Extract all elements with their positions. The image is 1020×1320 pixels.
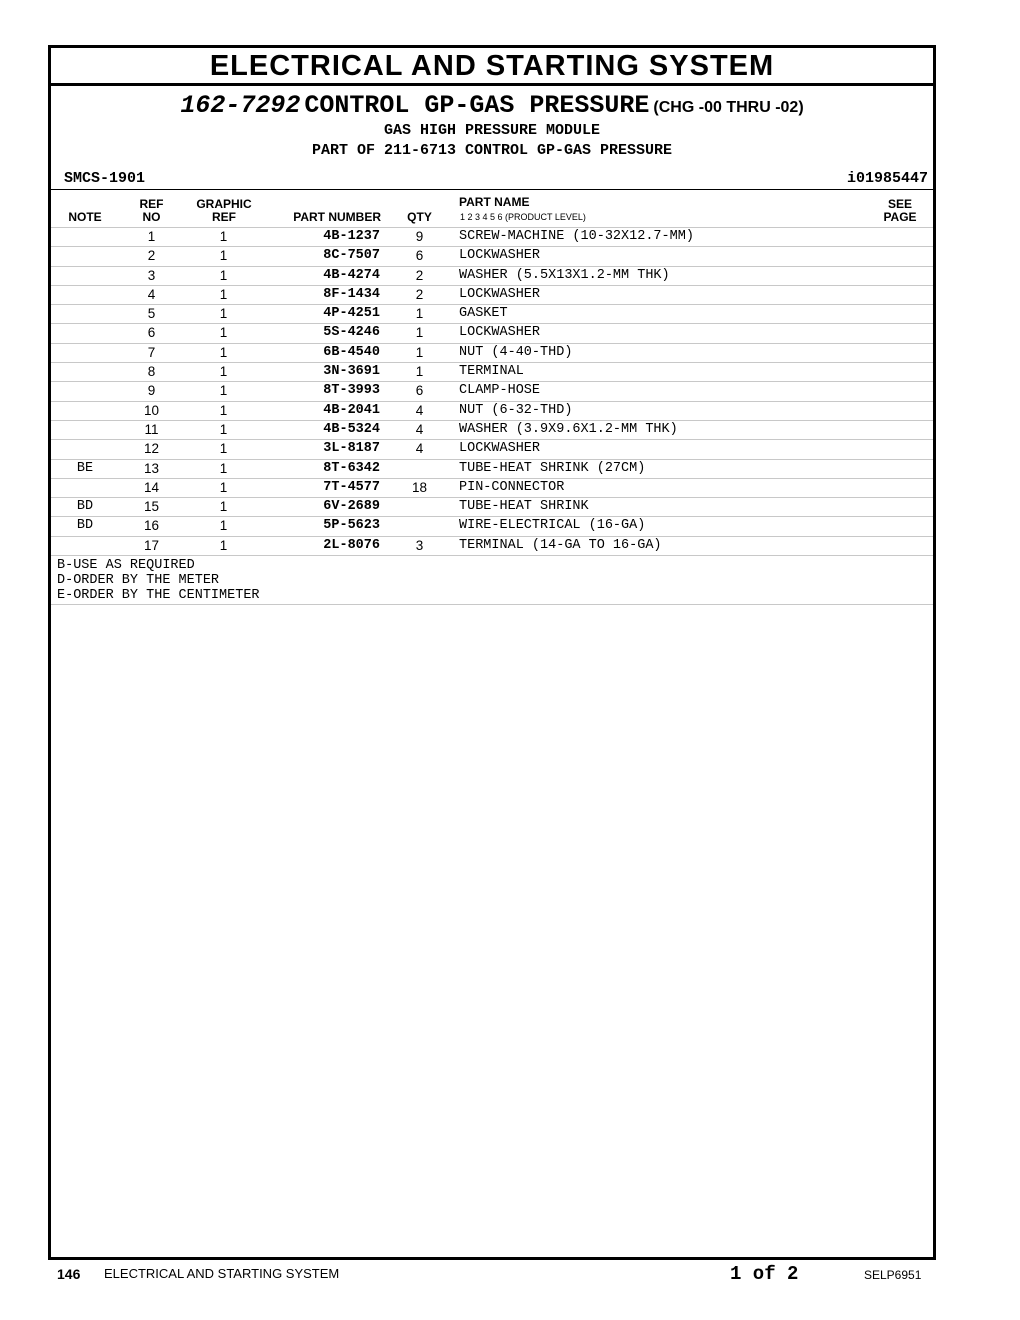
part-number-cell: 2L-8076 bbox=[323, 537, 380, 553]
table-row bbox=[51, 285, 933, 304]
graphic-ref-cell: 1 bbox=[219, 267, 228, 283]
product-level-legend: 1 2 3 4 5 6 (PRODUCT LEVEL) bbox=[460, 212, 586, 222]
table-row bbox=[51, 227, 933, 246]
part-number-cell: 6B-4540 bbox=[323, 344, 380, 360]
part-number-cell: 3L-8187 bbox=[323, 441, 380, 457]
part-number-cell: 3N-3691 bbox=[323, 364, 380, 380]
part-name-cell: PIN-CONNECTOR bbox=[459, 479, 565, 495]
graphic-ref-cell: 1 bbox=[219, 421, 228, 437]
system-title: ELECTRICAL AND STARTING SYSTEM bbox=[51, 50, 933, 86]
table-row bbox=[51, 381, 933, 400]
part-name-cell: TUBE-HEAT SHRINK bbox=[459, 499, 589, 515]
col-header-part-name: PART NAME bbox=[459, 195, 530, 209]
ref-no-cell: 10 bbox=[143, 402, 160, 418]
graphic-ref-cell: 1 bbox=[219, 441, 228, 457]
table-row bbox=[51, 304, 933, 323]
part-name-cell: LOCKWASHER bbox=[459, 441, 541, 457]
ref-no-cell: 13 bbox=[143, 460, 160, 476]
note-cell: BD bbox=[76, 499, 94, 515]
graphic-ref-cell: 1 bbox=[219, 229, 228, 244]
table-row bbox=[51, 536, 933, 555]
graphic-ref-cell: 1 bbox=[219, 344, 228, 360]
footer-section: ELECTRICAL AND STARTING SYSTEM bbox=[104, 1266, 340, 1281]
ref-no-cell: 2 bbox=[147, 248, 156, 264]
table-row bbox=[51, 497, 933, 516]
qty-cell: 6 bbox=[415, 383, 424, 399]
part-name-cell: WIRE-ELECTRICAL (16-GA) bbox=[459, 518, 646, 534]
page-of: 1 of 2 bbox=[730, 1263, 799, 1285]
header-rule bbox=[51, 189, 933, 190]
part-name-cell: GASKET bbox=[459, 306, 508, 322]
table-row bbox=[51, 362, 933, 381]
ref-no-cell: 16 bbox=[143, 518, 160, 534]
qty-cell: 1 bbox=[415, 325, 424, 341]
qty-cell: 4 bbox=[415, 441, 424, 457]
part-name-cell: SCREW-MACHINE (10-32X12.7-MM) bbox=[459, 229, 694, 244]
ref-no-cell: 17 bbox=[143, 537, 160, 553]
col-header-ref-no: REF NO bbox=[139, 197, 164, 224]
ref-no-cell: 4 bbox=[147, 286, 156, 302]
part-number-cell: 4P-4251 bbox=[323, 306, 380, 322]
table-row bbox=[51, 343, 933, 362]
ref-no-cell: 9 bbox=[147, 383, 156, 399]
parts-table bbox=[51, 227, 933, 605]
graphic-ref-cell: 1 bbox=[219, 306, 228, 322]
doc-code: SELP6951 bbox=[864, 1268, 922, 1282]
part-number-cell: 5P-5623 bbox=[323, 518, 380, 534]
table-row bbox=[51, 266, 933, 285]
table-row bbox=[51, 401, 933, 420]
part-number-cell: 8F-1434 bbox=[323, 286, 380, 302]
ref-no-cell: 7 bbox=[147, 344, 156, 360]
page-frame bbox=[48, 45, 936, 1260]
illustration-id: i01985447 bbox=[846, 170, 928, 187]
graphic-ref-cell: 1 bbox=[219, 402, 228, 418]
group-parent: PART OF 211-6713 CONTROL GP-GAS PRESSURE bbox=[311, 142, 673, 159]
part-name-cell: LOCKWASHER bbox=[459, 286, 541, 302]
part-number-cell: 4B-4274 bbox=[323, 267, 380, 283]
smcs-code: SMCS-1901 bbox=[64, 170, 146, 187]
graphic-ref-cell: 1 bbox=[219, 286, 228, 302]
note-line: E-ORDER BY THE CENTIMETER bbox=[57, 588, 260, 604]
table-row bbox=[51, 420, 933, 439]
group-number: 162-7292 bbox=[180, 91, 301, 120]
ref-no-cell: 11 bbox=[144, 421, 159, 437]
part-number-cell: 4B-5324 bbox=[323, 421, 380, 437]
col-header-see-page: SEE PAGE bbox=[883, 197, 917, 224]
part-name-cell: NUT (6-32-THD) bbox=[459, 402, 573, 418]
qty-cell: 9 bbox=[415, 229, 424, 244]
graphic-ref-cell: 1 bbox=[219, 460, 228, 476]
qty-cell: 1 bbox=[415, 306, 424, 322]
group-name: CONTROL GP-GAS PRESSURE bbox=[304, 91, 650, 120]
note-cell: BE bbox=[76, 460, 94, 476]
graphic-ref-cell: 1 bbox=[219, 518, 228, 534]
ref-no-cell: 6 bbox=[147, 325, 156, 341]
graphic-ref-cell: 1 bbox=[219, 325, 228, 341]
page-number: 146 bbox=[57, 1266, 81, 1282]
qty-cell: 4 bbox=[415, 402, 424, 418]
graphic-ref-cell: 1 bbox=[219, 537, 228, 553]
qty-cell: 1 bbox=[415, 364, 424, 380]
part-name-cell: NUT (4-40-THD) bbox=[459, 344, 573, 360]
col-header-graphic-ref: GRAPHIC REF bbox=[196, 197, 252, 224]
part-number-cell: 7T-4577 bbox=[323, 479, 380, 495]
part-number-cell: 5S-4246 bbox=[323, 325, 380, 341]
qty-cell: 2 bbox=[415, 286, 424, 302]
col-header-note: NOTE bbox=[68, 210, 102, 224]
ref-no-cell: 12 bbox=[143, 441, 160, 457]
group-change-range: (CHG -00 THRU -02) bbox=[653, 99, 804, 116]
notes-block bbox=[51, 555, 933, 605]
qty-cell: 3 bbox=[415, 537, 424, 553]
part-name-cell: CLAMP-HOSE bbox=[459, 383, 541, 399]
table-row bbox=[51, 516, 933, 535]
col-header-part-number: PART NUMBER bbox=[293, 210, 381, 224]
part-number-cell: 8T-3993 bbox=[323, 383, 380, 399]
part-name-cell: TERMINAL (14-GA TO 16-GA) bbox=[459, 537, 662, 553]
graphic-ref-cell: 1 bbox=[219, 499, 228, 515]
part-name-cell: WASHER (5.5X13X1.2-MM THK) bbox=[459, 267, 670, 283]
note-line: B-USE AS REQUIRED bbox=[57, 558, 195, 574]
ref-no-cell: 3 bbox=[147, 267, 156, 283]
qty-cell: 6 bbox=[415, 248, 424, 264]
part-number-cell: 8C-7507 bbox=[323, 248, 380, 264]
ref-no-cell: 8 bbox=[147, 364, 156, 380]
part-number-cell: 4B-2041 bbox=[323, 402, 380, 418]
qty-cell: 18 bbox=[411, 479, 428, 495]
table-row bbox=[51, 478, 933, 497]
qty-cell: 2 bbox=[415, 267, 424, 283]
group-subtitle: GAS HIGH PRESSURE MODULE bbox=[383, 122, 601, 139]
part-name-cell: LOCKWASHER bbox=[459, 325, 541, 341]
ref-no-cell: 5 bbox=[147, 306, 156, 322]
graphic-ref-cell: 1 bbox=[219, 383, 228, 399]
part-name-cell: WASHER (3.9X9.6X1.2-MM THK) bbox=[459, 421, 678, 437]
part-name-cell: TUBE-HEAT SHRINK (27CM) bbox=[459, 460, 646, 476]
part-number-cell: 8T-6342 bbox=[323, 460, 380, 476]
table-row bbox=[51, 439, 933, 458]
graphic-ref-cell: 1 bbox=[219, 364, 228, 380]
part-name-cell: TERMINAL bbox=[459, 364, 524, 380]
group-heading bbox=[51, 92, 933, 122]
part-name-cell: LOCKWASHER bbox=[459, 248, 541, 264]
qty-cell: 1 bbox=[415, 344, 424, 360]
qty-cell: 4 bbox=[415, 421, 424, 437]
part-number-cell: 6V-2689 bbox=[323, 499, 380, 515]
table-row bbox=[51, 246, 933, 265]
graphic-ref-cell: 1 bbox=[219, 248, 228, 264]
table-row bbox=[51, 459, 933, 478]
ref-no-cell: 1 bbox=[147, 229, 156, 244]
note-line: D-ORDER BY THE METER bbox=[57, 573, 220, 589]
ref-no-cell: 15 bbox=[143, 499, 160, 515]
part-number-cell: 4B-1237 bbox=[323, 229, 380, 244]
table-row bbox=[51, 323, 933, 342]
graphic-ref-cell: 1 bbox=[219, 479, 228, 495]
note-cell: BD bbox=[76, 518, 94, 534]
ref-no-cell: 14 bbox=[143, 479, 160, 495]
col-header-qty: QTY bbox=[407, 210, 432, 224]
